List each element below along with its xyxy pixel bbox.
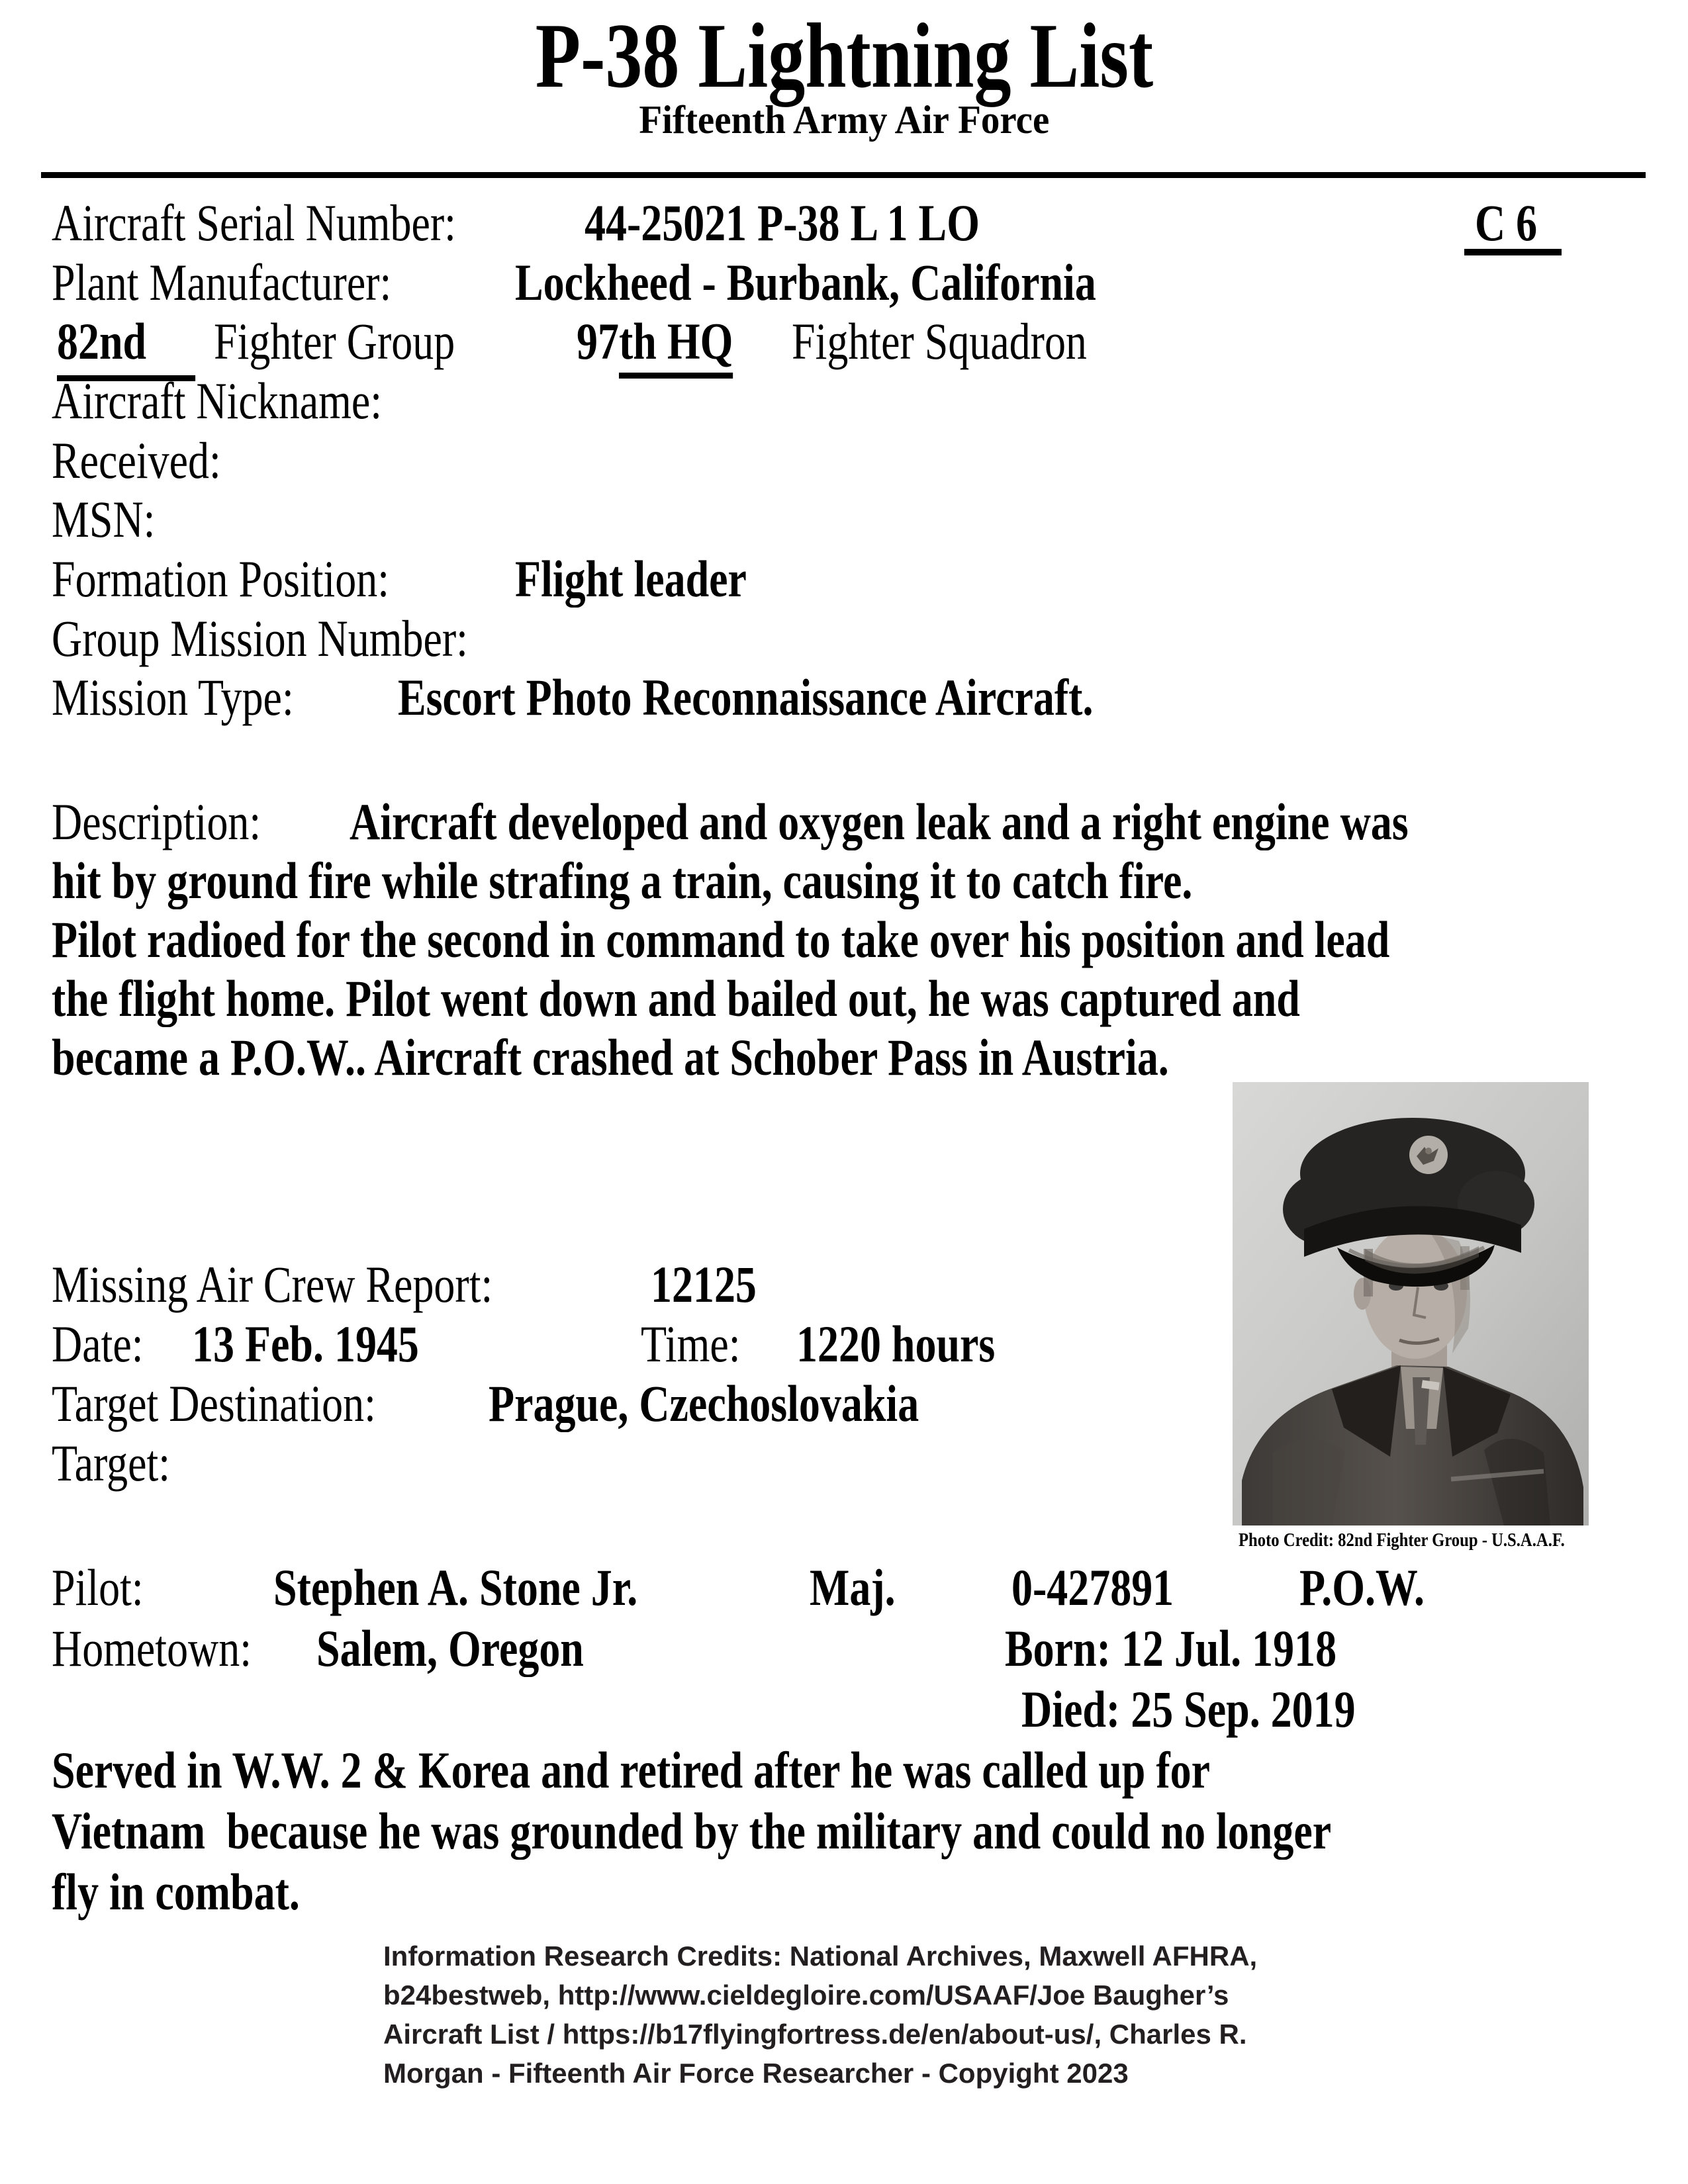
group-mission-number-label: Group Mission Number: <box>52 610 468 667</box>
pilot-portrait-illustration <box>1233 1082 1589 1525</box>
mission-type-value: Escort Photo Reconnaissance Aircraft. <box>398 668 1094 726</box>
pilot-service-note-text: fly in combat. <box>52 1863 300 1921</box>
pilot-born: Born: 12 Jul. 1918 <box>1005 1619 1337 1677</box>
mission-type-label: Mission Type: <box>52 668 294 726</box>
description-text: Aircraft developed and oxygen leak and a right engine was <box>350 793 1409 850</box>
target-destination-label: Target Destination: <box>52 1375 376 1432</box>
photo-credit-caption <box>1239 1529 1622 1551</box>
pilot-name: Stephen A. Stone Jr. <box>273 1559 638 1616</box>
target-destination-value: Prague, Czechoslovakia <box>489 1375 919 1432</box>
page-title-text: P-38 Lightning List <box>535 5 1153 107</box>
aircraft-nickname-label: Aircraft Nickname: <box>52 372 383 430</box>
formation-position-value: Flight leader <box>515 550 747 608</box>
pilot-service-number: 0-427891 <box>1011 1559 1174 1616</box>
date-value: 13 Feb. 1945 <box>192 1315 419 1373</box>
hometown-label: Hometown: <box>52 1619 252 1677</box>
description-text: Pilot radioed for the second in command to take over his position and lead <box>52 911 1390 968</box>
fighter-squadron-label: Fighter Squadron <box>792 312 1087 370</box>
macr-value: 12125 <box>651 1255 757 1313</box>
macr-label: Missing Air Crew Report: <box>52 1255 493 1313</box>
description-text: hit by ground fire while strafing a train, causing it to catch fire. <box>52 852 1193 909</box>
photo-credit-text: Photo Credit: 82nd Fighter Group - U.S.A.A.F. <box>1239 1529 1565 1551</box>
page-subtitle-text: Fifteenth Army Air Force <box>639 98 1049 142</box>
aircraft-serial-label: Aircraft Serial Number: <box>52 194 456 251</box>
credits-line: b24bestweb, http://www.cieldegloire.com/USAAF/Joe Baugher’s <box>383 1979 1229 2011</box>
squadron-number-prefix: 97 <box>577 312 619 370</box>
description-text: the flight home. Pilot went down and bailed out, he was captured and <box>52 970 1300 1027</box>
received-label: Received: <box>52 432 221 489</box>
squadron-number-underlined: th HQ <box>619 312 733 379</box>
information-research-credits <box>383 1936 1257 2093</box>
page-subtitle <box>0 97 1688 143</box>
code-badge <box>1464 192 1562 255</box>
fighter-group-number: 82nd <box>57 310 195 381</box>
code-badge-text: C 6 <box>1475 194 1538 251</box>
plant-manufacturer-value: Lockheed - Burbank, California <box>515 253 1096 311</box>
formation-position-label: Formation Position: <box>52 550 389 608</box>
target-label: Target: <box>52 1434 171 1492</box>
description-text: became a P.O.W.. Aircraft crashed at Schober Pass in Austria. <box>52 1028 1169 1086</box>
credits-line: Morgan - Fifteenth Air Force Researcher - Copyight 2023 <box>383 2058 1129 2089</box>
hometown-value: Salem, Oregon <box>316 1619 584 1677</box>
pilot-died: Died: 25 Sep. 2019 <box>1021 1680 1356 1738</box>
credits-line: Aircraft List / https://b17flyingfortress.de/en/about-us/, Charles R. <box>383 2019 1247 2050</box>
pilot-label: Pilot: <box>52 1559 144 1616</box>
pilot-service-note-text: Served in W.W. 2 & Korea and retired after he was called up for <box>52 1741 1211 1799</box>
aircraft-serial-value: 44-25021 P-38 L 1 LO <box>585 194 980 251</box>
fighter-group-label: Fighter Group <box>214 312 455 370</box>
fighter-squadron-number <box>577 310 733 373</box>
pilot-service-note-text: Vietnam because he was grounded by the military and could no longer <box>52 1802 1332 1860</box>
page-title <box>0 7 1688 106</box>
pilot-portrait-photo <box>1233 1082 1589 1525</box>
time-label: Time: <box>641 1315 741 1373</box>
time-value: 1220 hours <box>796 1315 996 1373</box>
credits-line: Information Research Credits: National Archives, Maxwell AFHRA, <box>383 1940 1258 1972</box>
pilot-rank: Maj. <box>810 1559 896 1616</box>
msn-label: MSN: <box>52 490 156 548</box>
pilot-status: P.O.W. <box>1299 1559 1425 1616</box>
plant-manufacturer-label: Plant Manufacturer: <box>52 253 392 311</box>
header-divider <box>41 172 1646 178</box>
date-label: Date: <box>52 1315 144 1373</box>
description-label: Description: <box>52 793 261 850</box>
